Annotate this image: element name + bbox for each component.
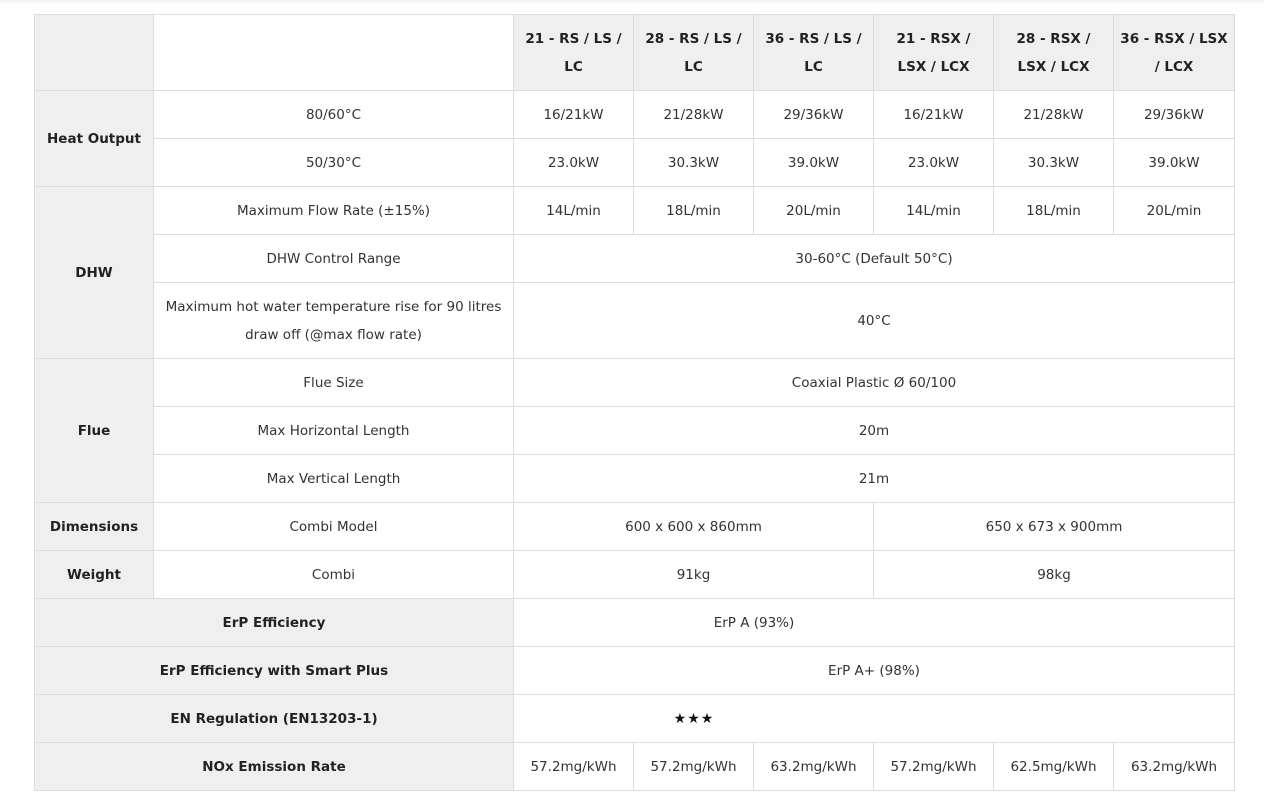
column-header: 28 - RS / LS / LC (634, 15, 754, 91)
table-cell (514, 695, 1235, 743)
table-cell: 14L/min (874, 187, 994, 235)
table-cell: 40°C (514, 283, 1235, 359)
top-shadow (0, 0, 1264, 6)
table-cell: 20L/min (754, 187, 874, 235)
row-label: Combi Model (154, 503, 514, 551)
table-cell: 14L/min (514, 187, 634, 235)
row-label-erp-smart: ErP Efficiency with Smart Plus (35, 647, 514, 695)
table-cell: 23.0kW (874, 139, 994, 187)
star-rating: ★★★ (673, 710, 715, 727)
row-label: Flue Size (154, 359, 514, 407)
table-row (35, 647, 1235, 695)
table-row (35, 187, 1235, 235)
table-cell: 16/21kW (514, 91, 634, 139)
table-cell: 650 x 673 x 900mm (874, 503, 1235, 551)
table-cell: 600 x 600 x 860mm (514, 503, 874, 551)
table-cell: 21/28kW (634, 91, 754, 139)
table-cell: 91kg (514, 551, 874, 599)
column-header: 28 - RSX / LSX / LCX (994, 15, 1114, 91)
table-row (35, 503, 1235, 551)
table-row (35, 551, 1235, 599)
table-cell: 98kg (874, 551, 1235, 599)
row-label: Max Vertical Length (154, 455, 514, 503)
corner-cell (35, 15, 154, 91)
column-header: 21 - RSX / LSX / LCX (874, 15, 994, 91)
table-cell: 20m (514, 407, 1235, 455)
category-weight: Weight (35, 551, 154, 599)
row-label-nox: NOx Emission Rate (35, 743, 514, 791)
row-label: 80/60°C (154, 91, 514, 139)
row-label-erp: ErP Efficiency (35, 599, 514, 647)
row-label: Maximum hot water temperature rise for 90 litres draw off (@max flow rate) (154, 283, 514, 359)
table-row (35, 283, 1235, 359)
table-cell: Coaxial Plastic Ø 60/100 (514, 359, 1235, 407)
table-row (35, 235, 1235, 283)
table-cell (514, 599, 1235, 647)
header-row (35, 15, 1235, 91)
table-row (35, 695, 1235, 743)
category-dimensions: Dimensions (35, 503, 154, 551)
table-row (35, 91, 1235, 139)
column-header: 21 - RS / LS / LC (514, 15, 634, 91)
row-label: Combi (154, 551, 514, 599)
table-row (35, 359, 1235, 407)
row-label: 50/30°C (154, 139, 514, 187)
table-cell: 21m (514, 455, 1235, 503)
table-cell: 16/21kW (874, 91, 994, 139)
table-cell: 20L/min (1114, 187, 1235, 235)
table-row (35, 139, 1235, 187)
table-cell: 39.0kW (754, 139, 874, 187)
table-cell: 30.3kW (994, 139, 1114, 187)
table-cell: 21/28kW (994, 91, 1114, 139)
category-heat-output: Heat Output (35, 91, 154, 187)
table-row (35, 455, 1235, 503)
table-cell: 63.2mg/kWh (1114, 743, 1235, 791)
category-dhw: DHW (35, 187, 154, 359)
blank-header-cell (154, 15, 514, 91)
column-header: 36 - RSX / LSX / LCX (1114, 15, 1235, 91)
erp-value: ErP A (93%) (713, 614, 795, 631)
table-cell: 57.2mg/kWh (514, 743, 634, 791)
table-cell: 57.2mg/kWh (634, 743, 754, 791)
table-cell: ErP A+ (98%) (514, 647, 1235, 695)
table-row (35, 743, 1235, 791)
category-flue: Flue (35, 359, 154, 503)
row-label-en-regulation: EN Regulation (EN13203-1) (35, 695, 514, 743)
table-cell: 18L/min (634, 187, 754, 235)
table-cell: 30-60°C (Default 50°C) (514, 235, 1235, 283)
table-cell: 57.2mg/kWh (874, 743, 994, 791)
table-cell: 62.5mg/kWh (994, 743, 1114, 791)
row-label: DHW Control Range (154, 235, 514, 283)
table-row (35, 599, 1235, 647)
spec-table (34, 14, 1235, 791)
table-cell: 18L/min (994, 187, 1114, 235)
table-cell: 63.2mg/kWh (754, 743, 874, 791)
table-cell: 39.0kW (1114, 139, 1235, 187)
row-label: Maximum Flow Rate (±15%) (154, 187, 514, 235)
table-cell: 29/36kW (1114, 91, 1235, 139)
table-cell: 29/36kW (754, 91, 874, 139)
table-cell: 23.0kW (514, 139, 634, 187)
table-row (35, 407, 1235, 455)
table-cell: 30.3kW (634, 139, 754, 187)
row-label: Max Horizontal Length (154, 407, 514, 455)
column-header: 36 - RS / LS / LC (754, 15, 874, 91)
